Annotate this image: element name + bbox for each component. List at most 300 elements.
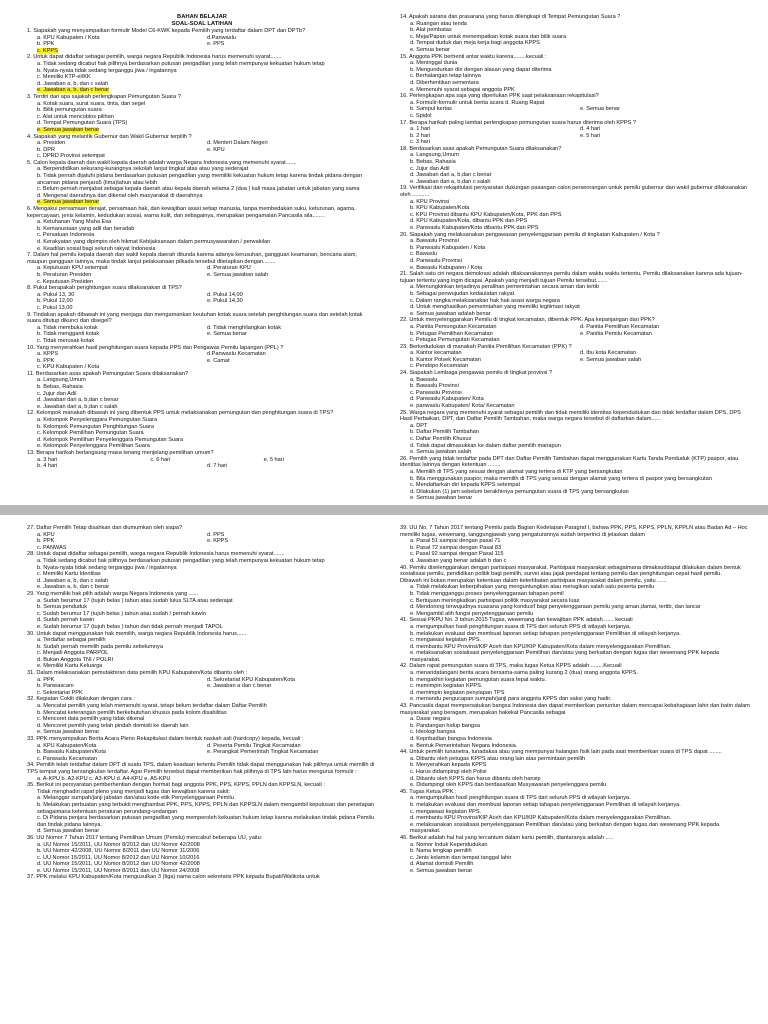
answer-option: a. Terdaftar sebagai pemilih — [37, 637, 106, 644]
answer-option: c. Mendaftarkan diri kepada KPPS setempat — [410, 482, 521, 489]
answer-option-row — [27, 743, 377, 750]
answer-option: c. 3 hari — [410, 139, 430, 146]
answer-option: b. KPU Kabupaten/Kota — [410, 205, 470, 212]
answer-option — [27, 127, 377, 134]
answer-option: d. memimpin kegiatan penyiapan TPS — [410, 689, 505, 696]
answer-option: c. Ideologi bangsa — [410, 729, 456, 736]
question-text: 2. Untuk dapat didaftar sebagai pemilih, warga negara Republik Indonesia harus memenuhi syarat....... — [27, 54, 282, 61]
page-1-left-questions — [27, 28, 377, 470]
answer-option: c. Sekretariat PPK — [37, 689, 83, 696]
answer-option-row — [27, 532, 377, 539]
question-text: 22. Untuk menyelenggarakan Pemilu di tingkat kecamatan, dibentuk PPK. Apa kepanjangan dari PPK? — [400, 317, 655, 324]
page-2-right-column — [400, 525, 750, 1024]
answer-option: d. Tempat duduk dan meja kerja bagi anggota KPPS — [410, 40, 540, 47]
answer-option: e. Bawaslu Kabupaten / Kota — [410, 264, 483, 271]
page-1-right-column — [400, 14, 750, 504]
answer-option: b. Nama lengkap pemilih — [410, 848, 472, 855]
answer-option: c. Memiliki Kartu Identitas — [37, 571, 101, 578]
question-text: 39. UU No. 7 Tahun 2017 tentang Pemilu pada Bagian Kedelapan Paragraf I, bahwa PPK, PPS, KPPS, PPLN, KPPLN atau Badan Ad – Hoc memiliki tugas, wewenang, tanggungjawab yang pengaturannya sudah terperinci di jelaskan dalam — [400, 525, 748, 538]
answer-option: c. Mencoret data pemilih yang tidak dikenal — [37, 716, 145, 723]
answer-option: c. Daftar Pemilih Khusus — [410, 436, 472, 442]
answer-option: a. Memilih di TPS yang sesuai dengan alamat yang tertera di KTP yang bersangkutan — [410, 468, 623, 475]
question-text: 41. Sesuai PKPU No. 3 tahun 2015 Tugas, wewenang dan kewajiban PPK adalah....... kecuali — [400, 617, 633, 624]
answer-option: d. Dilakukan (1) jam sebelum berakhirnya pemungutan suara di TPS yang bersangkutan — [410, 488, 629, 495]
question-text: 27. Daftar Pemilih Tetap disahkan dan diumumkan oleh siapa? — [27, 525, 183, 531]
question-text: 24. Siapakah Lembaga pengawas pemilu di tingkat provinsi ? — [400, 370, 553, 377]
highlighted-answer: c. KPPS — [37, 47, 58, 54]
answer-option: a. Kotak suara, surat suara, tinta, dan segel — [37, 100, 146, 107]
question-text: 26. Pemilih yang tidak terdaftar pada DPT dan Daftar Pemilih Tambahan dapat menggunakan Kartu Tanda Penduduk (KTP) paspor, atau identitas lainnya dengan ketentuan ........ — [400, 455, 739, 469]
question-text: 40. Pemilu diselenggarakan dengan partisipasi masyarakat. Partisipasi masyarakat sebagaimana dimaksuddapat dilakukan dalam bentuk sosialisasi pemilu, pendidikan politik bagi pemilih, survei atau jajak pendapat tentang pemilu dan penghitungan cepat hasil pemilu. — [400, 564, 741, 578]
answer-option: d. Peserta Pemilu Tingkat Kecamatan — [207, 742, 301, 749]
answer-option: a. PPK — [37, 676, 55, 683]
answer-option: a. Dibantu oleh petugas KPPS atau orang lain atas permintaan pemilih — [410, 755, 586, 762]
answer-option: d. UU Nomor 15/2011, UU Nomor 8/2012 dan UU Nomor 42/2008 — [37, 861, 200, 868]
answer-option: c. KPU Provinsi dibantu KPU Kabupaten/Kota, PPK dan PPS — [410, 211, 562, 218]
answer-option: a. Tidak membuka kotak — [37, 324, 98, 331]
question-text: 37. PPK melalui KPU Kabupaten/Kota mengusulkan 3 (tiga) nama calon sekretaris PPK kepada Bupati/Walikota untuk — [27, 874, 320, 881]
answer-option: e. Semua benar — [207, 331, 247, 338]
answer-option: b. Peraturan Presiden — [37, 271, 92, 278]
question-text: 28. Untuk dapat didaftar sebagai pemilih, warga negara Republik Indonesia harus memenuhi syarat....... — [27, 551, 285, 558]
answer-option: b. 2 hari — [410, 132, 431, 139]
page-separator — [0, 505, 768, 515]
answer-option: d. Mengenal daerahnya dan dikenal oleh masyarakat di daerahnya — [37, 192, 203, 199]
answer-option: c. Alat untuk mencoblos pilihan — [37, 113, 114, 120]
answer-option-row — [400, 357, 750, 364]
answer-option: c. Meja/Papan untuk menempatkan kotak suara dan bilik suara — [410, 33, 567, 40]
answer-option: a. Sudah berumur 17 (tujuh belas ) tahun atau sudah lulus SLTA atau sederajat — [37, 597, 233, 604]
answer-option-row — [400, 106, 750, 113]
highlighted-answer: e. Jawaban a, b, dan c benar — [37, 87, 110, 94]
question-text: 43. Pancasila dapat mempersatukan bangsa Indonesia dan dapat memberikan penuntun dalam mencapai kebahagiaan lahir dan batin dalam masyarakat yang beragam, merupakan hakekat Pancasila sebagai — [400, 703, 750, 716]
answer-option: d. Jawaban dari a, b,dan c benar — [410, 172, 492, 179]
answer-option: d. KPU Kabupaten/Kota, dibantu PPK dan PPS — [410, 218, 528, 225]
answer-option-row — [27, 331, 377, 338]
answer-option: e. Semua jawaban adalah benar — [410, 310, 491, 317]
answer-option: d. Jawaban yang benar adalah b dan c — [410, 557, 507, 564]
answer-option: c. mengawasi kegiatan PPS. — [410, 637, 482, 644]
answer-option: c. Bawaslu — [410, 251, 438, 258]
answer-option: b. melakukan evaluasi dan membuat laporan setiap tahapan penyelenggaraan Pemilihan di wilayah kerjanya. — [410, 801, 681, 808]
answer-option: c. Persatuan Indonesia — [37, 232, 95, 239]
answer-option-row — [27, 325, 377, 332]
answer-option: c. Kelompok Pemilihan Pemungutan Suara — [37, 430, 144, 437]
answer-option: c. Bertujuan meningkatkan partisipasi politik masyarakat secara luas — [410, 597, 580, 604]
answer-option: e. Jawaban a, b, dan c benar — [37, 584, 110, 591]
answer-option-row — [27, 140, 377, 147]
answer-option: d. Panwaslu Kabupaten/ Kota — [410, 396, 484, 403]
answer-option: b. Kemanusiaan yang adil dan beradab — [37, 225, 135, 232]
answer-option: e. UU Nomor 15/2011, UU Nomor 8/2011 dan UU Nomor 24/2008 — [37, 867, 200, 874]
page-2-left-questions — [27, 525, 377, 881]
answer-option: c. PANWAS — [37, 544, 67, 551]
question-text: 34. Pemilih telah terdaftar dalam DPT di suatu TPS, dalam keadaan tertentu Pemilih tidak dapat menggunakan hak pilihnya untuk memilih di TPS tempat yang bersangkutan terdaftar. Agar Pemilih tersebut dapat memberikan hak pilihnya di TPS lain harus mengurus formulir : — [27, 762, 375, 775]
answer-option: e. Keadilan sosial bagi seluruh rakyat Indonesia — [37, 245, 156, 252]
answer-option: d. Sekretariat KPU Kabupaten/Kota — [207, 676, 296, 683]
document-page-2 — [0, 515, 768, 1024]
answer-option: a. KPU Provinsi — [410, 198, 450, 205]
answer-option: b. Petugas Pemilihan Kecamatan — [410, 330, 493, 337]
answer-option: b. Sudah pernah memilih pada pemilu sebelumnya — [37, 643, 163, 650]
answer-option: c. Pendopo Kecamatan — [410, 363, 469, 370]
answer-option: d. Jawaban a, b, dan c salah — [37, 80, 109, 87]
question-text: 17. Berapa harikah paling lambat perlengkapan pemungutan suara harus diterima oleh KPPS ? — [400, 119, 637, 126]
answer-option: b. Bilik pemungutan suara — [37, 107, 102, 114]
answer-option-row — [27, 463, 377, 470]
answer-option: c. Berhalangan tetap lainnya — [410, 73, 481, 80]
answer-option: e. KPPS — [207, 538, 229, 545]
answer-option: e. PPS — [207, 41, 225, 48]
answer-option-row — [400, 133, 750, 140]
answer-option: d. membantu KPU Provinsi/KIP Aceh dan KPU/KIP Kabupaten/Kota dalam menyelenggarakan Pemilihan. — [410, 643, 672, 650]
answer-option: a. Formulir-formulir untuk berita acara d. Ruang Rapat — [410, 99, 545, 106]
question-text: 31. Dalam melaksanakan pemutakhiran data pemilih KPU Kabupaten/Kota dibantu oleh : — [27, 670, 248, 677]
answer-option-row — [27, 749, 377, 756]
answer-option: c. Harus didampingi oleh Polisi — [410, 768, 487, 775]
answer-option: a. KPU Kabupaten / Kota — [37, 34, 100, 41]
answer-option: b. Melakukan perbuatan yang terbukti menghambat PPK, PPS, KPPS, PPLN dan KPPSLN dalam mengambil keputusan dan penetapan sebagaimana ketentuan peraturan perundang-undangan — [37, 801, 375, 815]
answer-option: d. Ibu kota Kecamatan — [580, 350, 636, 357]
answer-option: b. Panwaslu Kabupaten / Kota — [410, 244, 486, 251]
answer-option: b. Semua penduduk — [37, 604, 88, 611]
answer-option: c. Pukul 13,00 — [37, 304, 73, 311]
question-text: 6. Mengakui persamaan derajat, persamaan hak, dan kewajiban asasi setiap manusia, tanpa membedakan suku, keturunan, agama, kepercayaan, jenis kelamin, kedudukan sosial, warna kulit, dan sebagainya, merupakan pengamalan Pancasila sila........ — [27, 206, 356, 219]
answer-option: d. Panitia Pemilihan Kecamatan — [580, 323, 660, 330]
question-text: 29. Yang memiliki hak pilih adalah warga Negara Indonesia yang ...... — [27, 590, 199, 597]
answer-option: d. Sudah pernah kawin — [37, 617, 95, 624]
answer-option: a. KPU — [37, 531, 55, 538]
answer-option: e. Memenuhi syarat sebagai anggota PPK — [410, 86, 515, 93]
question-text: 7. Dalam hal pemilu kepala daerah dan wakil kepala daerah ditunda karena adanya kerusuhan, gangguan keamanan, bencana alam, maupun gangguan lainnya, maka tindak lanjut pelaksanaan pilkada tersebut ditetapkan dengan........ — [27, 252, 357, 265]
answer-option: c. memimpin kegiatan KPPS. — [410, 683, 483, 690]
answer-option: e. Jawaban dari a, b,dan c salah — [37, 403, 118, 410]
question-text: 10. Yang menyerahkan hasil penghitungan suara kepada PPS dan Pengawas Pemilu lapangan (PPL) ? — [27, 344, 284, 351]
answer-option: d.Panwaslu Kecamatan — [207, 351, 266, 358]
answer-option: a. Presiden — [37, 140, 66, 147]
answer-option: d. Jawaban a, b, dan c salah — [37, 577, 109, 584]
answer-option: d. Peraturan KPU — [207, 265, 251, 272]
answer-option: d. 4 hari — [580, 126, 601, 133]
answer-option-row — [27, 457, 377, 464]
answer-option: d. Tempat Pemungutan Suara (TPS) — [37, 120, 128, 127]
question-text: 44. Untuk pemilih tunanetra, tunadaksa atau yang mempunyai halangan fisik lain pada saat memberikan suara di TPS dapat ........ — [400, 749, 722, 756]
answer-option: b. Mencatat keterangan pemilih berkebutuhan khusus pada kolom disabilitas — [37, 709, 227, 716]
answer-option: a. mengumpulkan hasil penghitungan suara di TPS dari seluruh PPS di wilayah kerjanya. — [410, 623, 631, 630]
question-text: 15. Anggota PPK berhenti antar waktu karena........kecuali : — [400, 53, 547, 60]
answer-option: b. UU Nomor 42/2008, UU Nomor 8/2011 dan UU Nomor 11/2006 — [37, 848, 200, 855]
question-text: 20. Siapakah yang melaksanakan pengawasan penyelenggaraan pemilu di tingkatan Kabupaten / Kota ? — [400, 231, 660, 238]
answer-option: b. Kelompok Pemungutan Penghitungan Suara — [37, 423, 154, 430]
answer-option: d. Dibantu oleh KPPS dan harus dibantu oleh hansip — [410, 775, 541, 782]
question-text: 36. UU Nomor 7 Tahun 2017 tentang Pemilihan Umum (Pemilu) mencabut beberapa UU, yaitu: — [27, 834, 263, 841]
answer-option: d. Kerakyatan yang dipimpin oleh hikmat Kebijaksanaan dalam permusyawaratan / perwakilan — [37, 239, 271, 245]
answer-option: a. Pukul 13, 30 — [37, 291, 75, 298]
answer-option: b. Pukul 12,00 — [37, 298, 73, 305]
question-text: 35. Berikut ini persyaratan pemberhentian dengan hormat bagi anggota PPK, PPS, KPPS, PPLN dan KPPSLN, kecuali : — [27, 782, 325, 789]
answer-option: c. mengawasi kegiatan PPS. — [410, 808, 482, 815]
answer-option: a. Kelompok Penyelenggara Pemungutan Suara — [37, 417, 158, 424]
question-text: 19. Verifikasi dan rekapitulasi persyaratan dukungan pasangan calon perseorangan untuk pemilu gubernur dan wakil gubernur dilaksanakan oleh ........... — [400, 185, 748, 199]
answer-option-row — [27, 538, 377, 545]
answer-option: b. mengakhiri kegiatan pemungutan suara tepat waktu. — [410, 676, 547, 683]
answer-option: e. Kelompok Penyelenggara Pemilihan Suara — [37, 443, 150, 450]
answer-option: b. Sampul kertas — [410, 106, 452, 113]
answer-option: a. Ketuhanan Yang Maha Esa — [37, 219, 112, 226]
answer-option: d. Alamat domisili Pemilih — [410, 861, 474, 868]
answer-option: d. Panwaslu Provinsi — [410, 257, 462, 264]
answer-option: c. 6 hari — [150, 456, 171, 463]
answer-option: c. Panwaslu Kecamatan — [37, 755, 98, 762]
answer-option-row — [400, 126, 750, 133]
answer-option: a. KPU Kabupaten/Kota — [37, 742, 97, 749]
answer-option: c. KPU Kabupaten / Kota — [37, 364, 100, 371]
answer-option: a. mengumpulkan hasil penghitungan suara di TPS dari seluruh PPS di wilayah kerjanya. — [410, 795, 631, 802]
answer-option-row — [27, 683, 377, 690]
answer-option: e. Camat — [207, 357, 230, 364]
question-text: 32. Kegiatan Coklit dilakukan dengan cara : — [27, 696, 135, 703]
answer-option: c. Di Pidana penjara berdasarkan putusan pengadilan yang memperoleh kekuatan hukum tetap karena melakukan tindak pidana Pemilu dan tindak pidana lainnya. — [37, 815, 375, 828]
answer-option: c. Jujur dan Adil — [37, 390, 77, 397]
answer-option: a. Dasar negara — [410, 716, 451, 723]
answer-option: a. Melanggar sumpah/janji jabatan dan/atau kode etik Penyelenggaraan Pemilu — [37, 795, 234, 802]
answer-option: b. Menyerahkan kepada KPPS — [410, 762, 487, 769]
answer-option: e. Semua jawaban benar — [410, 495, 473, 502]
answer-option-row — [27, 298, 377, 305]
answer-option: c. Memiliki KTP-el/KK — [37, 74, 91, 81]
answer-option: b. Tidak mengganti kotak — [37, 331, 100, 338]
answer-option: Tidak menghadiri rapat pleno yang menjadi tugas dan kewajiban karena sakit; — [37, 788, 230, 795]
answer-option: e. memandu pengucapan sumpah/janji para anggota KPPS dan saksi yang hadir. — [410, 696, 612, 703]
answer-option: b. Bawaslu Kabupaten/Kota — [37, 749, 107, 756]
answer-option: a. Tidak sedang dicabut hak pilihnya berdasarkan putusan pengadilan yang telah mempunyai kekuatan hukum tetap — [37, 557, 325, 564]
answer-option: c. Petugas Pemungutan Kecamatan — [410, 337, 500, 344]
answer-option: e. Pukul 14,30 — [207, 298, 243, 305]
answer-option: d. Untuk menghasilkan pemerintahan yang memiliki legitimasi rakyat — [410, 304, 580, 311]
highlighted-answer: e. Semua jawaban benar — [37, 126, 100, 133]
answer-option: a. Bawaslu Provinsi — [410, 238, 459, 245]
answer-option: e. 5 hari — [263, 456, 284, 463]
document-title: BAHAN BELAJAR — [177, 14, 227, 20]
answer-option: b. PPK — [37, 41, 55, 48]
answer-option: b. Nyata-nyata tidak sedang terganggu jiwa / ingatannya — [37, 67, 177, 74]
question-text: 46. Berikut adalah hal hal yang tercantum dalam kartu pemilih, diantaranya adalah ..... — [400, 834, 614, 841]
answer-option: d. 7 hari — [207, 463, 228, 470]
question-text: 30. Untuk dapat menggunakan hak memilih, warga negara Republik Indonesia harus...... — [27, 630, 247, 637]
answer-option: d. Mendorong terwujudnya suasana yang kondusif bagi penyelenggaraan pemilu yang aman,damai, tertib, dan lancar — [410, 604, 701, 611]
answer-option-row — [400, 350, 750, 357]
question-text: 18. Berdasarkan asas apakah Pemungutan Suara dilaksanakan? — [400, 145, 562, 152]
answer-option: e. Sudah berumur 17 (tujuh belas ) tahun dan tidak pernah menjadi TAPOL — [37, 623, 223, 630]
answer-option: b. PPK — [37, 538, 55, 545]
answer-option: b. Pandangan hidup bangsa — [410, 722, 480, 729]
answer-option: a. 1 hari — [410, 126, 431, 133]
answer-option: e. Mengambil alih fungsi penyelenggaraan pemilu — [410, 610, 534, 617]
answer-option: d. Kelompok Pemilihan Penyelenggara Pemungutan Suara — [37, 436, 184, 443]
question-text: 21. Salah satu ciri negara demokrasi adalah dilaksanakannya pemilu dalam waktu waktu tertentu. Pemilu dilaksanakan karena ada tujuan-tujuan tertentu yang ingin dicapai. Apakah yang menjadi tujuan Pemilu tersebut....... — [400, 271, 743, 284]
answer-option: d.Panwaslu — [207, 34, 236, 41]
answer-option: a. Kantor kecamatan — [410, 350, 462, 357]
answer-option: e. Semua jawaban salah — [580, 356, 642, 363]
answer-option: e. melaksanakan sosialisasi penyelenggaraan Pemilihan dan/atau yang berkaitan dengan tugas dan wewenang PPK kepada masyarakat. — [410, 821, 720, 835]
answer-option: c. Jenis kelamin dan tempat tanggal lahir — [410, 854, 512, 861]
answer-option-row — [27, 272, 377, 279]
question-text: 14. Apakah sarana dan prasarana yang harus dilengkapi di Tempat Pemungutan Suara ? — [400, 14, 621, 20]
answer-option: a. DPT — [410, 422, 428, 429]
answer-option-row — [27, 351, 377, 358]
answer-option: a. Memungkinkan terjadinya peralihan pemerintahan secara aman dan tertib — [410, 284, 600, 291]
answer-option-row — [400, 324, 750, 331]
page-2-left-column — [27, 525, 377, 1024]
document-page-1 — [0, 0, 768, 505]
answer-option: a. Mencatat pemilih yang telah memenuhi syarat, tetapi belum terdaftar dalam Daftar Pemilih — [37, 703, 267, 710]
question-text: 1. Siapakah yang menyampaikan formulir Model C6-KWK kepada Pemilih yang terdaftar dalam DPT dan DPTb? — [27, 28, 306, 34]
answer-option: b. Bebas, Rahasia — [410, 159, 456, 166]
answer-option: e. Semua jawaban benar — [410, 867, 473, 874]
answer-option: b. PPK — [37, 357, 55, 364]
answer-option-row — [400, 331, 750, 338]
answer-option: c. Panwaslu Provinsi — [410, 389, 462, 396]
answer-option: a. Pasal 51 sampai dengan pasal 71 — [410, 538, 501, 545]
answer-option: e. 5 hari — [580, 132, 601, 139]
answer-option: a. Berpendidikan sekurang-kurangnya sekolah lanjut tingkat atas atau yang sederajat — [37, 166, 249, 173]
answer-option: b. Bila menggunakan paspor, maka memilih di TPS yang sesuai dengan alamat yang tertera di paspor yang bersangkutan — [410, 475, 712, 482]
answer-option: a. 3 hari — [37, 456, 58, 463]
answer-option-row — [27, 265, 377, 272]
answer-option: b. 4 hari — [37, 463, 58, 470]
answer-option: b. Tidak mengganggu proses penyelenggaraan tahapan pemil — [410, 590, 564, 597]
answer-option: c. DPRD Provinsi setempat — [37, 153, 105, 160]
answer-option: e. Semua jawaban salah — [410, 449, 472, 456]
answer-option: c. Sudah berumur 17 (tujuh belas ) tahun atau sudah / pernah kawin — [37, 610, 206, 617]
answer-option-row — [27, 41, 377, 48]
answer-option-row — [27, 292, 377, 299]
answer-option: a. Tidak sedang dicabut hak pilihnya berdasarkan putusan pengadilan yang telah mempunyai kekuatan hukum tetap — [37, 60, 325, 67]
question-text: 23. Berkedudukan di manakah Panitia Pemilihan Kecamatan (PPK) ? — [400, 343, 572, 350]
question-text: 42. Dalam rapat pemungutan suara di TPS, maka tugas Ketua KPPS adalah ........Kecuali — [400, 663, 622, 670]
answer-option: d. Mencoret pemilih yang telah pindah domisili ke daerah lain — [37, 722, 189, 729]
answer-option: b. DPR — [37, 146, 56, 153]
answer-option: e. panwaslu Kabupaten/ Kota/ Kecamatan — [410, 403, 515, 410]
highlighted-answer: e. Semua jawaban benar — [37, 199, 100, 206]
answer-option — [27, 87, 377, 94]
answer-option: e. Semua jawaban benar — [37, 729, 100, 736]
answer-option: c. Jujur dan Adil — [410, 165, 450, 172]
question-text: 45. Tugas Ketua PPK : — [400, 788, 457, 795]
answer-option: e. Jawaban a dan c benar — [207, 683, 272, 690]
page-2-right-questions — [400, 525, 750, 874]
answer-option: c. Tidak merusak kotak — [37, 337, 95, 344]
answer-option-row — [27, 35, 377, 42]
answer-option: e. Jawaban dari a, b,dan c salah — [410, 178, 491, 185]
answer-option: e. melaksanakan sosialisasi penyelenggaraan Pemilihan dan/atau yang berkaitan dengan tugas dan wewenang PPK kepada masyarakat. — [410, 650, 720, 663]
answer-option: a. menandatangani berita acara bersama-sama paling kurang 2 (dua) orang anggota KPPS. — [410, 670, 638, 677]
answer-option: b. Tidak pernah dijatuhi pidana berdasarkan putusan pengadilan yang memiliki kekuatan hukum tetap karena tindak pidana dengan ancaman pidana penjara5 (lima)tahun atau lebih — [37, 173, 362, 186]
answer-option: e. Bentuk Pemerintahan Negara Indonesia. — [410, 742, 518, 749]
answer-option: c. Keputusan Presiden — [37, 278, 94, 285]
answer-option: e. Semua jawaban salah — [207, 271, 269, 278]
answer-option — [27, 199, 377, 206]
answer-option-row — [27, 358, 377, 365]
answer-option: e. Panwaslu Kabupaten/Kota dibantu PPK dan PPS — [410, 225, 539, 231]
answer-option: b. Bawaslu Provinsi — [410, 383, 459, 390]
answer-option: e. Semua benar — [580, 106, 620, 113]
answer-option: d. PPS — [207, 531, 225, 538]
answer-option: d. Bukan Anggota TNI / POLRI — [37, 656, 114, 663]
answer-option: b. melakukan evaluasi dan membuat laporan setiap tahapan penyelenggaraan Pemilihan di wilayah kerjanya. — [410, 630, 681, 637]
answer-option: b. Pasal 72 sampai dengan Pasal 83 — [410, 544, 502, 551]
question-text: Dibawah ini bukan merupakan ketentuan dalam keterlibatan partisipasi masyarakat dalam pemilu, yaitu ...... — [400, 577, 667, 584]
answer-option: d. Menteri Dalam Negeri — [207, 140, 268, 147]
answer-option: e. Perangkat Pemerintah Tingkat Kecamatan — [207, 749, 319, 756]
question-text: 4. Siapakah yang melantik Gubernur dan Wakil Gubernur terpilih ? — [27, 133, 192, 140]
question-text: 16. Perlengkapan apa saja yang diperlukan PPK saat pelaksanaan rekapitulasi? — [400, 93, 599, 100]
answer-option: c. UU Nomor 15/2011, UU Nomor 8/2012 dan UU Nomor 10/2016 — [37, 854, 200, 861]
answer-option: c. Menjadi Anggota PARPOL — [37, 650, 109, 657]
answer-option: e. KPU — [207, 146, 225, 153]
question-text: 13. Berapa harikah berlangsung masa tenang menjelang pemilihan umum? — [27, 450, 214, 456]
question-text: 12. Kelompok manakah dibawah ini yang dibentuk PPS untuk melaksanakan pemungutan dan penghitungan suara di TPS? — [27, 410, 334, 417]
answer-option: a. Bawaslu — [410, 376, 438, 383]
answer-option: a. Nomor Induk Kependudukan — [410, 841, 488, 848]
answer-option: d. Tidak dapat dimasukkan ke dalam daftar pemilih manapun — [410, 442, 561, 449]
answer-option: d. Kepribadian bangsa Indonesia — [410, 736, 492, 742]
answer-option: c. Dalam rangka melaksanakan hak hak asasi warga negara — [410, 297, 560, 304]
answer-option: a. Langsung,Umum — [37, 377, 86, 384]
answer-option: d. Pukul 14,00 — [207, 291, 243, 298]
answer-option: b. Alat pembatas — [410, 27, 452, 34]
question-text: 9. Tindakan apakah dibawah ini yang menjaga dan mengamankan keutuhan kotak suara setelah penghitungan suara dan setelah kotak suara ditutup dikunci dan disegel? — [27, 311, 363, 325]
answer-option: a. Meninggal dunia — [410, 60, 458, 67]
answer-option: c. Spidol — [410, 112, 432, 119]
answer-option: a. Keputusan KPU setempat — [37, 265, 108, 272]
answer-option: c. Belum pernah menjabat sebagai kepala daerah atau kepala daerah selama 2 (dua ) kali masa jabatan untuk jabatan yang sama — [37, 186, 360, 193]
answer-option: a. Ruangan atau tenda — [410, 20, 467, 27]
answer-option: a. UU Nomor 15/2011, UU Nomor 8/2012 dan UU Nomor 42/2008 — [37, 841, 200, 848]
question-text: 33. PPK menyampaikan Berita Acara Pleno Rekapitulasi dalam bentuk naskah asli (hardcopy) kepada, kecuali : — [27, 736, 304, 742]
question-text: 11. Berdasarkan asas apakah Pemungutan Suara dilaksanakan? — [27, 370, 188, 377]
answer-option: e. Semua benar — [410, 46, 450, 53]
answer-option: b. Mengundurkan diri dengan alasan yang dapat diterima — [410, 66, 552, 73]
answer-option: a. Panitia Pemungutan Kecamatan — [410, 323, 497, 330]
answer-option: d. membantu KPU Provinsi/KIP Aceh dan KPU/KIP Kabupaten/Kota dalam menyelenggarakan Pemilihan. — [410, 815, 672, 822]
question-text: 8. Pukul berapakah penghitungan suara dilaksanakan di TPS? — [27, 285, 182, 292]
answer-option: e. Panitia Pemilu Kecamatan — [580, 330, 652, 337]
question-text: 3. Terdiri dari apa sajakah perlengkapan Pemungutan Suara ? — [27, 93, 181, 100]
answer-option: c. Pasal 92 sampai dengan Pasal 115 — [410, 551, 504, 558]
answer-option: b. Nyata-nyata tidak sedang terganggu jiwa / ingatannya — [37, 564, 177, 571]
answer-option: a. KPPS — [37, 351, 59, 358]
page-1-right-questions — [400, 14, 750, 502]
answer-option — [27, 48, 377, 55]
answer-option: b. Daftar Pemilih Tambahan — [410, 429, 479, 436]
answer-option: b. Bebas, Rahasia — [37, 384, 83, 391]
answer-option: d. Jawaban dari a, b,dan c benar — [37, 397, 119, 404]
answer-option: a. Langsung,Umum — [410, 152, 459, 159]
answer-option: d. Diberhentikan sementara — [410, 79, 479, 86]
answer-option-row — [27, 147, 377, 154]
question-text: 5. Calon kepala daerah dan wakil kepala daerah adalah warga Negara Indonesia yang memenuhi syarat....... — [27, 159, 297, 166]
answer-option: a. Tidak melakukan keberpihakan yang menguntungkan atau merugikan salah satu peserta pemilu — [410, 584, 655, 591]
answer-option: e. Didampingi oleh KPPS dan berdasarkan Musyawarah penyelenggara pemilu — [410, 782, 607, 789]
question-text: 25. Warga negara yang memenuhi syarat sebagai pemilih dan tidak memiliki identitas kependudukan dan tidak terdaftar dalam DPS, DPS Hasil Perbaikan, DPT, dan Daftar Pemilih Tambahan, maka warga negara tersebut di daftarkan dalam...... — [400, 409, 741, 423]
answer-option: d. Tidak menghilangkan kotak — [207, 324, 282, 331]
answer-option-row — [27, 677, 377, 684]
answer-option: b. Kantor Polsek Kecamatan — [410, 356, 481, 363]
answer-option: e. Memiliki Kartu Keluarga — [37, 663, 103, 670]
document-subtitle: SOAL-SOAL LATIHAN — [171, 21, 233, 27]
answer-option: d. Semua jawaban benar — [37, 828, 100, 835]
